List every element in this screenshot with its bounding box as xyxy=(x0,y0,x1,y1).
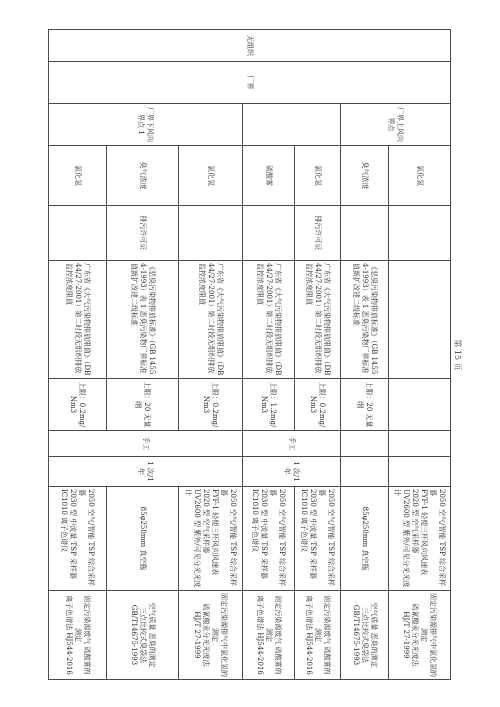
permit-type-cell: 排污许可证 xyxy=(107,206,179,261)
method-cell: 手工 xyxy=(49,431,243,457)
limit-cell: 上限：1.2mg/Nm3 xyxy=(243,379,295,431)
permit-type-cell xyxy=(179,206,243,261)
permit-type-cell: 排污许可证 xyxy=(295,206,341,261)
limit-cell: 上限：0.2mg/Nm3 xyxy=(295,379,341,431)
standard-cell xyxy=(389,261,451,379)
analysis-line: 离子色谱法 HJ544-2016 xyxy=(256,595,264,675)
analysis-line: 固定污染源废气 硫酸雾的测定 xyxy=(74,595,91,675)
location-upper-cell: 厂界上风向界点 xyxy=(341,104,451,146)
analysis-line: 空气质量 恶臭的测定 xyxy=(370,602,378,668)
pollutant-cell: 臭气浓度 xyxy=(107,146,179,206)
analysis-line: GB/T14675-1993 xyxy=(352,604,360,666)
equipment-line: 2050 空气/智能 TSP 综合采样器 xyxy=(429,489,447,587)
analysis-cell xyxy=(107,591,179,680)
analysis-line: 固定污染源排气中氯化氢的测定 xyxy=(211,593,229,677)
frequency-cell xyxy=(341,457,389,487)
analysis-line: 三点比较式臭袋法 xyxy=(361,607,369,663)
analysis-line: HJ/T 27-1999 xyxy=(402,611,411,659)
method-cell xyxy=(389,431,451,457)
limit-cell xyxy=(389,379,451,431)
frequency-cell xyxy=(389,457,451,487)
page-number xyxy=(451,330,463,380)
equipment-line: 2050 空气/智能 TSP 综合采样器 xyxy=(78,489,96,587)
analysis-cell xyxy=(389,591,451,680)
limit-cell: 上限：0.2mg/Nm3 xyxy=(179,379,243,431)
equipment-line: 2020 型 空气采样器 xyxy=(411,489,420,554)
pollutant-cell: 氯化氢 xyxy=(49,146,107,206)
equipment-line: 2020 型 空气采样器 xyxy=(202,489,211,554)
limit-cell: 上限：20 无量纲 xyxy=(107,379,179,431)
analysis-line: 硫氰酸汞分光光度法 xyxy=(411,603,420,667)
limit-cell: 上限：0.2mg/Nm3 xyxy=(49,379,107,431)
standard-cell: 《恶臭污染物排放标准》（GB 14554-1993）表 1 恶臭污染物厂界标准值新扩改建二级标准 xyxy=(341,261,389,379)
equipment-cell xyxy=(389,487,451,591)
frequency-cell: 1 次/1 年 xyxy=(49,457,243,487)
analysis-cell xyxy=(295,591,341,680)
equipment-line: FYF-1 轻便三杯风向风速表 xyxy=(420,489,429,576)
analysis-line: GB/T14675-1993 xyxy=(130,604,138,666)
standard-cell: 广东省《大气污染物排放限值》（DB44/27-2001）第二时段无组织排放监控浓度限值 xyxy=(295,261,341,379)
analysis-line: 三点比较式臭袋法 xyxy=(139,607,147,663)
equipment-cell: 85φ250mm 真空瓶 xyxy=(107,487,179,591)
location-lower-cell: 厂界下风向界点 1 xyxy=(49,104,243,146)
table-row xyxy=(389,30,451,680)
equipment-cell xyxy=(179,487,243,591)
analysis-cell xyxy=(179,591,243,680)
analysis-line: 固定污染源废气 硫酸雾的测定 xyxy=(314,595,331,675)
equipment-line: IC1010 离子色谱仪 xyxy=(300,489,309,553)
limit-cell: 上限：20 无量纲 xyxy=(341,379,389,431)
pollutant-cell: 氯化氢 xyxy=(295,146,341,206)
equipment-line: 2050 空气/智能 TSP 综合采样器 xyxy=(269,489,287,587)
equipment-line: IC1010 离子色谱仪 xyxy=(251,489,260,553)
equipment-cell: 85φ250mm 真空瓶 xyxy=(341,487,389,591)
analysis-cell xyxy=(341,591,389,680)
pollutant-cell: 氯化氢 xyxy=(389,146,451,206)
location-group-cell: 厂界 xyxy=(49,62,451,104)
table-row xyxy=(295,30,341,680)
equipment-line: 2050 空气/智能 TSP 综合采样器 xyxy=(220,489,238,587)
standard-cell: 广东省《大气污染物排放限值》（DB44/27-2001）第二时段无组织排放监控浓度限值 xyxy=(49,261,107,379)
category-cell: 无组织 xyxy=(49,30,451,62)
equipment-cell xyxy=(49,487,107,591)
analysis-line: 固定污染源排气中氯化氢的测定 xyxy=(420,593,438,677)
analysis-line: 固定污染源废气 硫酸雾的测定 xyxy=(265,595,282,675)
pollutant-cell: 臭气浓度 xyxy=(341,146,389,206)
equipment-line: 2030 型 中流量 TSP 采样器 xyxy=(309,489,318,579)
method-cell: 手工 xyxy=(243,431,341,457)
equipment-cell xyxy=(243,487,295,591)
method-cell xyxy=(341,431,389,457)
permit-type-cell xyxy=(49,206,107,261)
permit-type-cell xyxy=(243,206,295,261)
permit-type-cell xyxy=(341,206,389,261)
analysis-line: 硫氰酸汞分光光度法 xyxy=(202,603,211,667)
permit-type-cell xyxy=(389,206,451,261)
equipment-line: IC1010 离子色谱仪 xyxy=(60,489,69,553)
frequency-cell: 1 次/1 年 xyxy=(243,457,341,487)
rotated-table-wrapper xyxy=(49,29,451,679)
equipment-line: FYF-1 轻便三杯风向风速表 xyxy=(211,489,220,576)
analysis-line: 空气质量 恶臭的测定 xyxy=(148,602,156,668)
location-blank-cell xyxy=(243,104,341,146)
pollutant-cell: 氯化氢 xyxy=(179,146,243,206)
standard-cell: 广东省《大气污染物排放限值》（DB44/27-2001）第二时段无组织排放监控浓度限值 xyxy=(243,261,295,379)
equipment-line: UV2600 型 紫外/可见分光光度计 xyxy=(393,489,411,588)
analysis-line: 离子色谱法 HJ544-2016 xyxy=(65,595,73,675)
analysis-cell xyxy=(243,591,295,680)
analysis-line: HJ/T 27-1999 xyxy=(193,611,202,659)
analysis-cell xyxy=(49,591,107,680)
equipment-line: UV2600 型 紫外/可见分光光度计 xyxy=(184,489,202,588)
page-number-text: 第 15 页 xyxy=(453,339,462,371)
equipment-line: 2030 型 中流量 TSP 采样器 xyxy=(260,489,269,579)
analysis-line: 离子色谱法 HJ544-2016 xyxy=(305,595,313,675)
equipment-line: 2030 型 中流量 TSP 采样器 xyxy=(69,489,78,579)
table-row xyxy=(179,30,243,680)
pollutant-cell: 硫酸雾 xyxy=(243,146,295,206)
equipment-cell xyxy=(295,487,341,591)
equipment-line: 2050 空气/智能 TSP 综合采样器 xyxy=(318,489,336,587)
standard-cell: 广东省《大气污染物排放限值》（DB44/27-2001）第二时段无组织排放监控浓度限值 xyxy=(179,261,243,379)
monitoring-table xyxy=(48,29,451,680)
standard-cell: 《恶臭污染物排放标准》（GB 14554-1993）表 1 恶臭污染物厂界标准值新扩改建二级标准 xyxy=(107,261,179,379)
